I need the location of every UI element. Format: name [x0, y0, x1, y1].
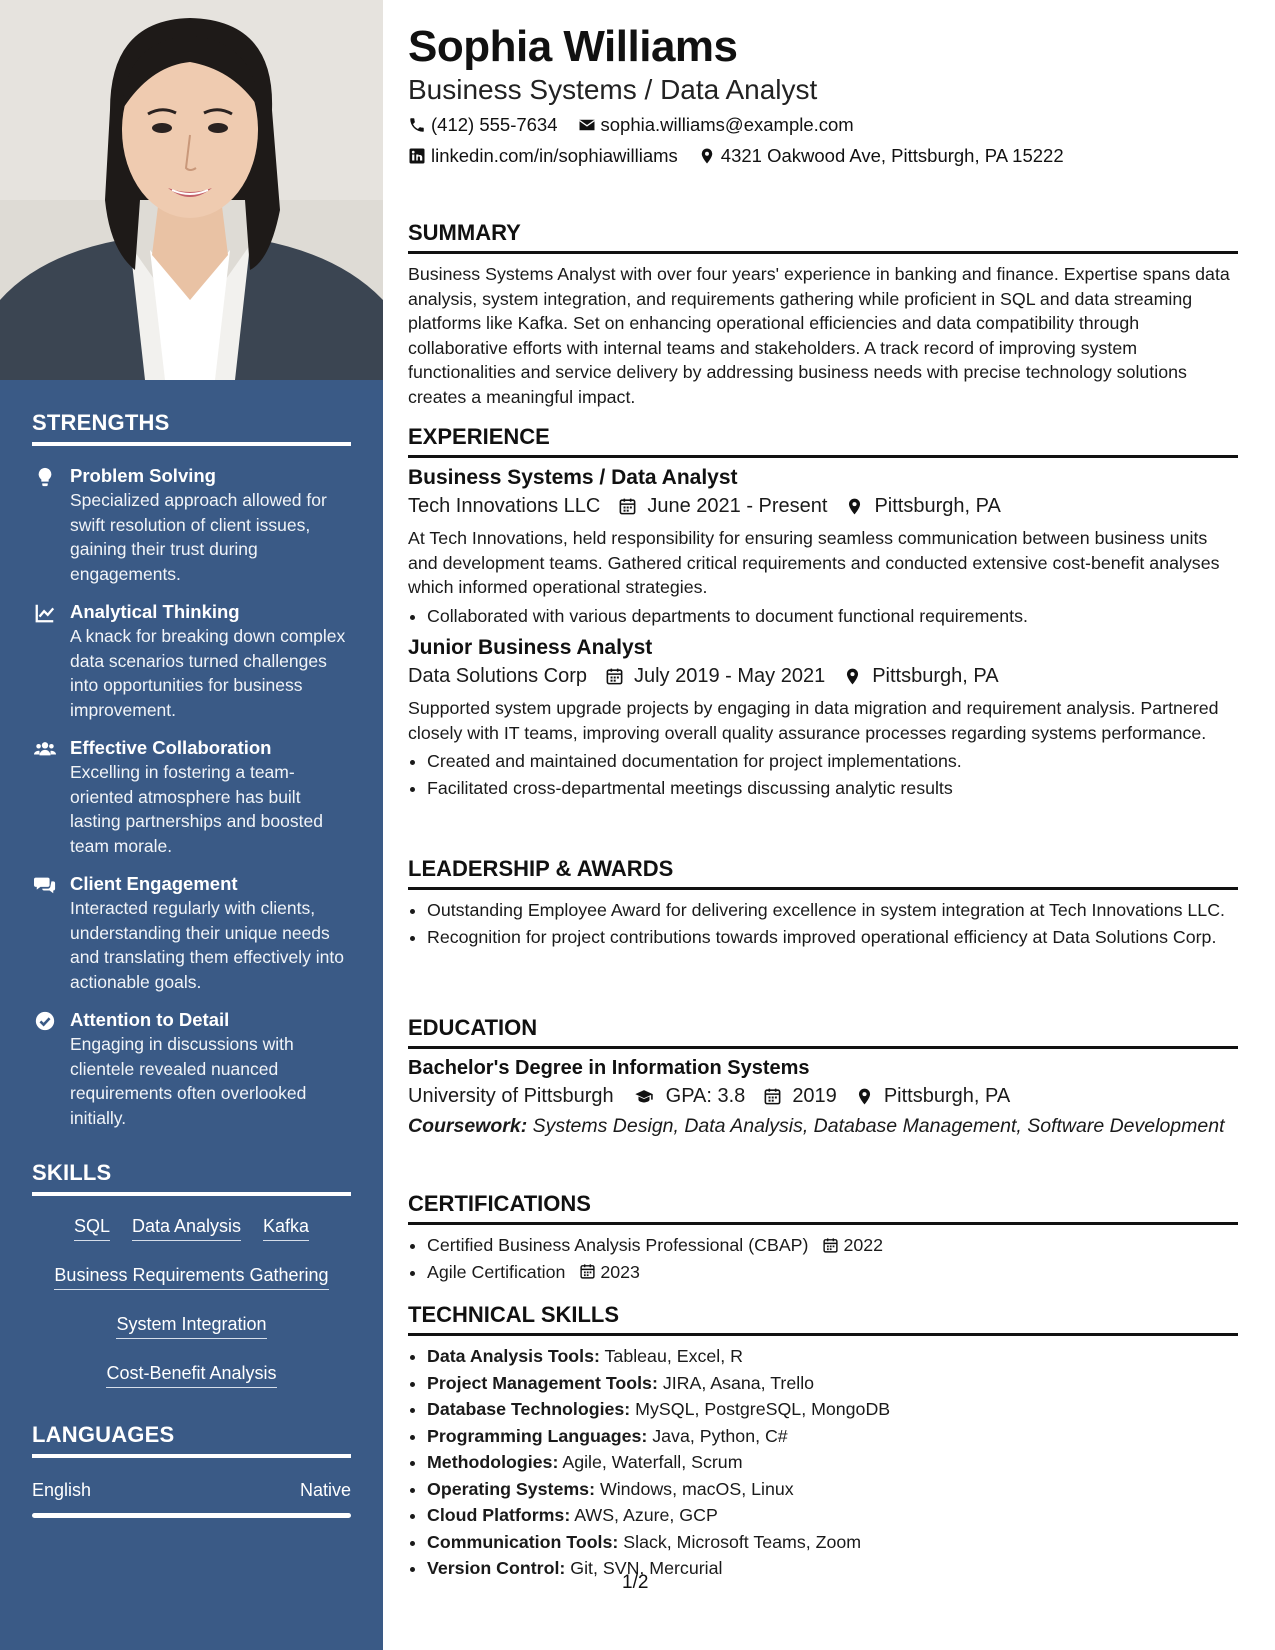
tech-skill-label: Project Management Tools: — [427, 1372, 658, 1393]
strength-desc: Excelling in fostering a team-oriented atmosphere has built lasting partnerships and boosted team morale. — [70, 762, 323, 856]
job-dates: June 2021 - Present — [647, 495, 828, 517]
grad-year: 2019 — [792, 1085, 837, 1107]
job-meta — [408, 665, 1238, 688]
contact-line-1 — [408, 114, 874, 136]
gpa-text: GPA: 3.8 — [665, 1085, 746, 1107]
phone-text: (412) 555-7634 — [431, 114, 558, 135]
strength-item — [32, 600, 351, 722]
phone-contact — [408, 114, 558, 136]
linkedin-contact[interactable] — [408, 145, 678, 167]
coursework-label: Coursework: — [408, 1115, 528, 1137]
tech-skill-label: Methodologies: — [427, 1452, 559, 1472]
address-text: 4321 Oakwood Ave, Pittsburgh, PA 15222 — [720, 145, 1064, 166]
cert-year: 2023 — [600, 1261, 640, 1282]
chart-line-icon — [34, 602, 56, 624]
skill-tag: Cost-Benefit Analysis — [106, 1361, 276, 1388]
strength-name: Client Engagement — [70, 873, 238, 894]
summary-title: SUMMARY — [408, 220, 1238, 254]
job-location-wrap — [843, 665, 998, 688]
job-location-wrap — [845, 495, 1000, 518]
strength-item — [32, 736, 351, 858]
tech-skill-item — [427, 1424, 1238, 1449]
awards-list — [408, 898, 1238, 949]
tech-skill-value: Java, Python, C# — [652, 1425, 788, 1446]
strength-name: Problem Solving — [70, 465, 216, 486]
calendar-icon — [822, 1237, 839, 1254]
job-location: Pittsburgh, PA — [872, 665, 999, 687]
strength-item — [32, 464, 351, 586]
tech-skill-item — [427, 1344, 1238, 1369]
tech-skill-value: Git, SVN, Mercurial — [570, 1558, 723, 1578]
technical-skills-section — [408, 1302, 1238, 1583]
job-meta — [408, 495, 1238, 518]
school-location: Pittsburgh, PA — [883, 1085, 1011, 1107]
strength-desc: Interacted regularly with clients, understanding their unique needs and translating them effectively into actionable goals. — [70, 898, 345, 992]
skills-title: SKILLS — [32, 1160, 351, 1196]
tech-skill-item — [427, 1556, 1238, 1581]
tech-skill-label: Database Technologies: — [427, 1399, 631, 1419]
map-pin-icon — [855, 1087, 874, 1106]
skill-tag: Kafka — [263, 1214, 309, 1241]
job-dates: July 2019 - May 2021 — [633, 665, 826, 687]
strengths-title: STRENGTHS — [32, 410, 351, 446]
tech-skill-value: AWS, Azure, GCP — [574, 1505, 718, 1525]
map-pin-icon — [843, 667, 862, 686]
candidate-title: Business Systems / Data Analyst — [408, 74, 818, 105]
envelope-icon — [578, 116, 596, 134]
language-row — [32, 1480, 351, 1501]
job-bullet: • Collaborated with various departments to document functional requirements. — [427, 604, 1238, 629]
skill-tag: Business Requirements Gathering — [54, 1263, 328, 1290]
education-meta — [408, 1085, 1238, 1108]
language-level: Native — [299, 1480, 351, 1500]
tech-skill-value: Tableau, Excel, R — [604, 1346, 743, 1366]
linkedin-text[interactable]: linkedin.com/in/sophiawilliams — [431, 145, 678, 166]
skill-tag: Data Analysis — [132, 1214, 241, 1241]
education-section — [408, 1015, 1238, 1138]
strength-item — [32, 872, 351, 994]
graduation-cap-icon — [632, 1087, 656, 1106]
job-description: Supported system upgrade projects by engaging in data migration and requirement analysis. Partnered closely with IT teams, improving overall quality assurance processes regarding systems performance. — [408, 698, 1219, 743]
skills-tags — [32, 1214, 351, 1388]
phone-icon — [408, 116, 426, 134]
strength-name: Attention to Detail — [70, 1009, 230, 1030]
skill-tag: System Integration — [116, 1312, 266, 1339]
profile-photo — [0, 0, 383, 380]
tech-skill-value: JIRA, Asana, Trello — [662, 1372, 815, 1393]
skill-tag: SQL — [74, 1214, 110, 1241]
address-contact — [698, 145, 1064, 167]
calendar-icon — [579, 1263, 596, 1280]
job-description: At Tech Innovations, held responsibility for ensuring seamless communication between business units and development teams. Gathered critical requirements and conducted extensive cost-benefit analyses which informed operational strategies. — [408, 528, 1220, 597]
map-pin-icon — [698, 147, 716, 165]
job-entry — [408, 636, 1238, 800]
languages-title: LANGUAGES — [32, 1422, 351, 1458]
job-location: Pittsburgh, PA — [874, 495, 1001, 517]
tech-skill-item — [427, 1530, 1238, 1555]
experience-title: EXPERIENCE — [408, 424, 1238, 458]
job-bullet: • Facilitated cross-departmental meetings discussing analytic results — [427, 776, 1238, 801]
contact-line-2 — [408, 145, 1084, 167]
tech-skill-item — [427, 1477, 1238, 1502]
job-title: Junior Business Analyst — [408, 636, 653, 659]
grad-year-wrap — [763, 1085, 837, 1108]
tech-skill-value: Windows, macOS, Linux — [599, 1478, 794, 1499]
degree-title: Bachelor's Degree in Information Systems — [408, 1057, 810, 1079]
job-company: Tech Innovations LLC — [408, 495, 601, 517]
tech-skill-item — [427, 1450, 1238, 1475]
gpa-wrap — [632, 1085, 746, 1108]
tech-skill-label: Version Control: — [427, 1558, 566, 1578]
certification-item — [427, 1233, 1238, 1258]
cert-name: • Agile Certification — [427, 1261, 566, 1282]
linkedin-icon — [408, 147, 426, 165]
tech-skill-label: Operating Systems: — [427, 1478, 595, 1499]
school-name: University of Pittsburgh — [408, 1085, 614, 1107]
tech-skill-item — [427, 1503, 1238, 1528]
language-name: English — [32, 1480, 92, 1500]
strength-desc: Specialized approach allowed for swift resolution of client issues, gaining their trust during engagements. — [70, 490, 327, 584]
technical-skills-list — [408, 1344, 1238, 1581]
summary-text: Business Systems Analyst with over four years' experience in banking and finance. Expertise spans data analysis, system integration, and requirements gathering while proficient in SQL and data streaming platforms like Kafka. Set on enhancing operational efficiencies and data compatibility through collaborative efforts with internal teams and stakeholders. A track record of improving system functionalities and service delivery by addressing business needs with precise technology solutions creates a meaningful impact. — [408, 264, 1230, 407]
strength-item — [32, 1008, 351, 1130]
skills-section — [32, 1160, 351, 1410]
awards-title: LEADERSHIP & AWARDS — [408, 856, 1238, 890]
job-bullet: • Created and maintained documentation for project implementations. — [427, 749, 1238, 774]
tech-skill-label: Programming Languages: — [427, 1425, 648, 1446]
tech-skill-value: Slack, Microsoft Teams, Zoom — [623, 1531, 862, 1552]
tech-skill-label: Communication Tools: — [427, 1531, 619, 1552]
strengths-section — [32, 410, 351, 1130]
page-number: 1/2 — [622, 1572, 649, 1593]
awards-section — [408, 856, 1238, 951]
job-title: Business Systems / Data Analyst — [408, 466, 738, 489]
school-location-wrap — [855, 1085, 1010, 1108]
job-dates-wrap — [618, 495, 827, 518]
education-title: EDUCATION — [408, 1015, 1238, 1049]
strength-desc: A knack for breaking down complex data scenarios turned challenges into opportunities for business improvement. — [70, 626, 346, 720]
tech-skill-label: Data Analysis Tools: — [427, 1346, 600, 1366]
calendar-icon — [605, 667, 624, 686]
summary-section — [408, 220, 1238, 409]
cert-name: • Certified Business Analysis Professional (CBAP) — [427, 1235, 809, 1255]
users-icon — [34, 738, 56, 760]
certifications-title: CERTIFICATIONS — [408, 1191, 1238, 1225]
tech-skill-label: Cloud Platforms: — [427, 1505, 571, 1525]
cert-year: 2022 — [843, 1235, 884, 1255]
comments-icon — [34, 874, 56, 896]
coursework — [408, 1114, 1238, 1138]
lightbulb-icon — [34, 466, 56, 488]
award-item: • Recognition for project contributions towards improved operational efficiency at Data Solutions Corp. — [427, 925, 1238, 950]
strength-desc: Engaging in discussions with clientele revealed nuanced requirements often overlooked initially. — [70, 1034, 307, 1128]
coursework-text: Systems Design, Data Analysis, Database Management, Software Development — [532, 1115, 1225, 1137]
job-dates-wrap — [605, 665, 825, 688]
tech-skill-item — [427, 1371, 1238, 1396]
certification-item — [427, 1260, 1238, 1285]
job-bullets — [408, 749, 1238, 800]
check-circle-icon — [34, 1010, 56, 1032]
calendar-icon — [763, 1087, 782, 1106]
job-company: Data Solutions Corp — [408, 665, 587, 687]
language-level-bar — [32, 1513, 351, 1518]
experience-section — [408, 424, 1238, 802]
email-contact[interactable] — [578, 114, 854, 136]
job-entry — [408, 466, 1238, 628]
map-pin-icon — [845, 497, 864, 516]
certifications-section — [408, 1191, 1238, 1286]
sidebar — [0, 0, 383, 1650]
tech-skill-item — [427, 1397, 1238, 1422]
certifications-list — [408, 1233, 1238, 1284]
award-item: • Outstanding Employee Award for delivering excellence in system integration at Tech Innovations LLC. — [427, 898, 1238, 923]
technical-skills-title: TECHNICAL SKILLS — [408, 1302, 1238, 1336]
languages-section — [32, 1422, 351, 1518]
candidate-name: Sophia Williams — [408, 22, 738, 71]
job-bullets — [408, 604, 1238, 629]
strength-name: Effective Collaboration — [70, 737, 272, 758]
email-text[interactable]: sophia.williams@example.com — [600, 114, 854, 135]
tech-skill-value: Agile, Waterfall, Scrum — [562, 1452, 743, 1472]
strength-name: Analytical Thinking — [70, 601, 240, 622]
calendar-icon — [618, 497, 637, 516]
tech-skill-value: MySQL, PostgreSQL, MongoDB — [635, 1399, 891, 1419]
